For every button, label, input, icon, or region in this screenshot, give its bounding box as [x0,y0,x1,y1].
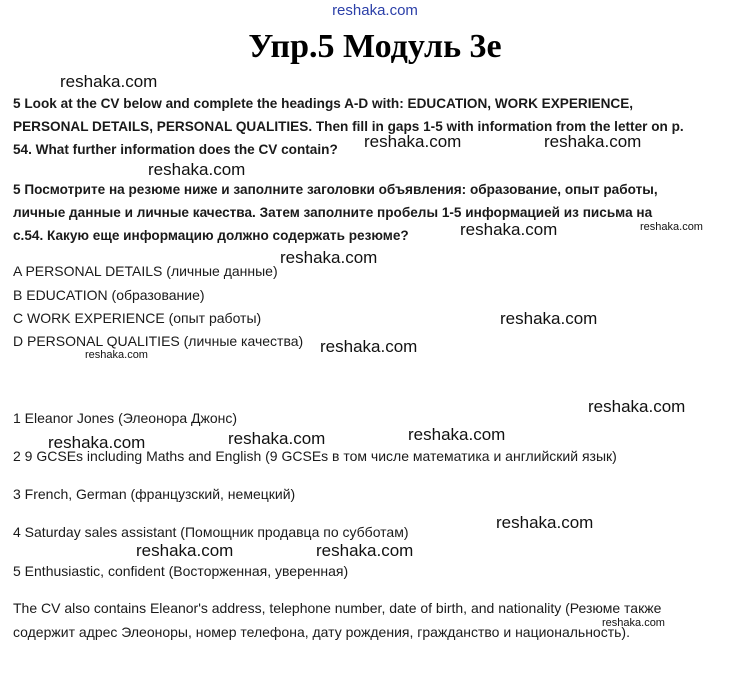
task-ru-line-2: личные данные и личные качества. Затем заполните пробелы 1-5 информацией из письма на [13,205,653,220]
watermark: reshaka.com [364,132,462,151]
watermark: reshaka.com [85,349,148,361]
heading-c: C WORK EXPERIENCE (опыт работы) [13,310,262,326]
task-ru-line-3: с.54. Какую еще информацию должно содержать резюме? [13,228,409,243]
watermark: reshaka.com [316,541,414,560]
task-en-line-1: 5 Look at the CV below and complete the headings A-D with: EDUCATION, WORK EXPERIENCE, [13,96,634,111]
gap-1: 1 Eleanor Jones (Элеонора Джонс) [13,410,238,426]
heading-b: B EDUCATION (образование) [13,287,205,303]
watermark: reshaka.com [48,433,146,452]
watermark: reshaka.com [602,617,665,629]
watermark: reshaka.com [544,132,642,151]
watermark: reshaka.com [320,337,418,356]
watermark: reshaka.com [280,248,378,267]
gap-4: 4 Saturday sales assistant (Помощник продавца по субботам) [13,524,409,540]
watermark: reshaka.com [408,425,506,444]
gap-3: 3 French, German (французский, немецкий) [13,486,296,502]
task-en-line-3: 54. What further information does the CV contain? [13,142,338,157]
top-watermark: reshaka.com [332,2,418,19]
watermark: reshaka.com [148,160,246,179]
watermark: reshaka.com [500,309,598,328]
heading-a: A PERSONAL DETAILS (личные данные) [13,263,278,279]
task-en-line-2: PERSONAL DETAILS, PERSONAL QUALITIES. Then fill in gaps 1-5 with information from the letter on p. [13,119,684,134]
watermark: reshaka.com [496,513,594,532]
task-ru-line-1: 5 Посмотрите на резюме ниже и заполните заголовки объявления: образование, опыт работы, [13,182,658,197]
page-title: Упр.5 Модуль 3е [248,28,502,65]
watermark: reshaka.com [640,221,703,233]
conclusion-line-1: The CV also contains Eleanor's address, telephone number, date of birth, and nationality (Резюме также [13,600,662,616]
conclusion-line-2: содержит адрес Элеоноры, номер телефона, дату рождения, гражданство и национальность). [13,624,630,640]
watermark: reshaka.com [588,397,686,416]
gap-5: 5 Enthusiastic, confident (Восторженная, уверенная) [13,563,349,579]
gap-2: 2 9 GCSEs including Maths and English (9 GCSEs в том числе математика и английский язык) [13,448,617,464]
heading-d: D PERSONAL QUALITIES (личные качества) [13,333,304,349]
watermark: reshaka.com [60,72,158,91]
watermark: reshaka.com [136,541,234,560]
watermark: reshaka.com [460,220,558,239]
watermark: reshaka.com [228,429,326,448]
